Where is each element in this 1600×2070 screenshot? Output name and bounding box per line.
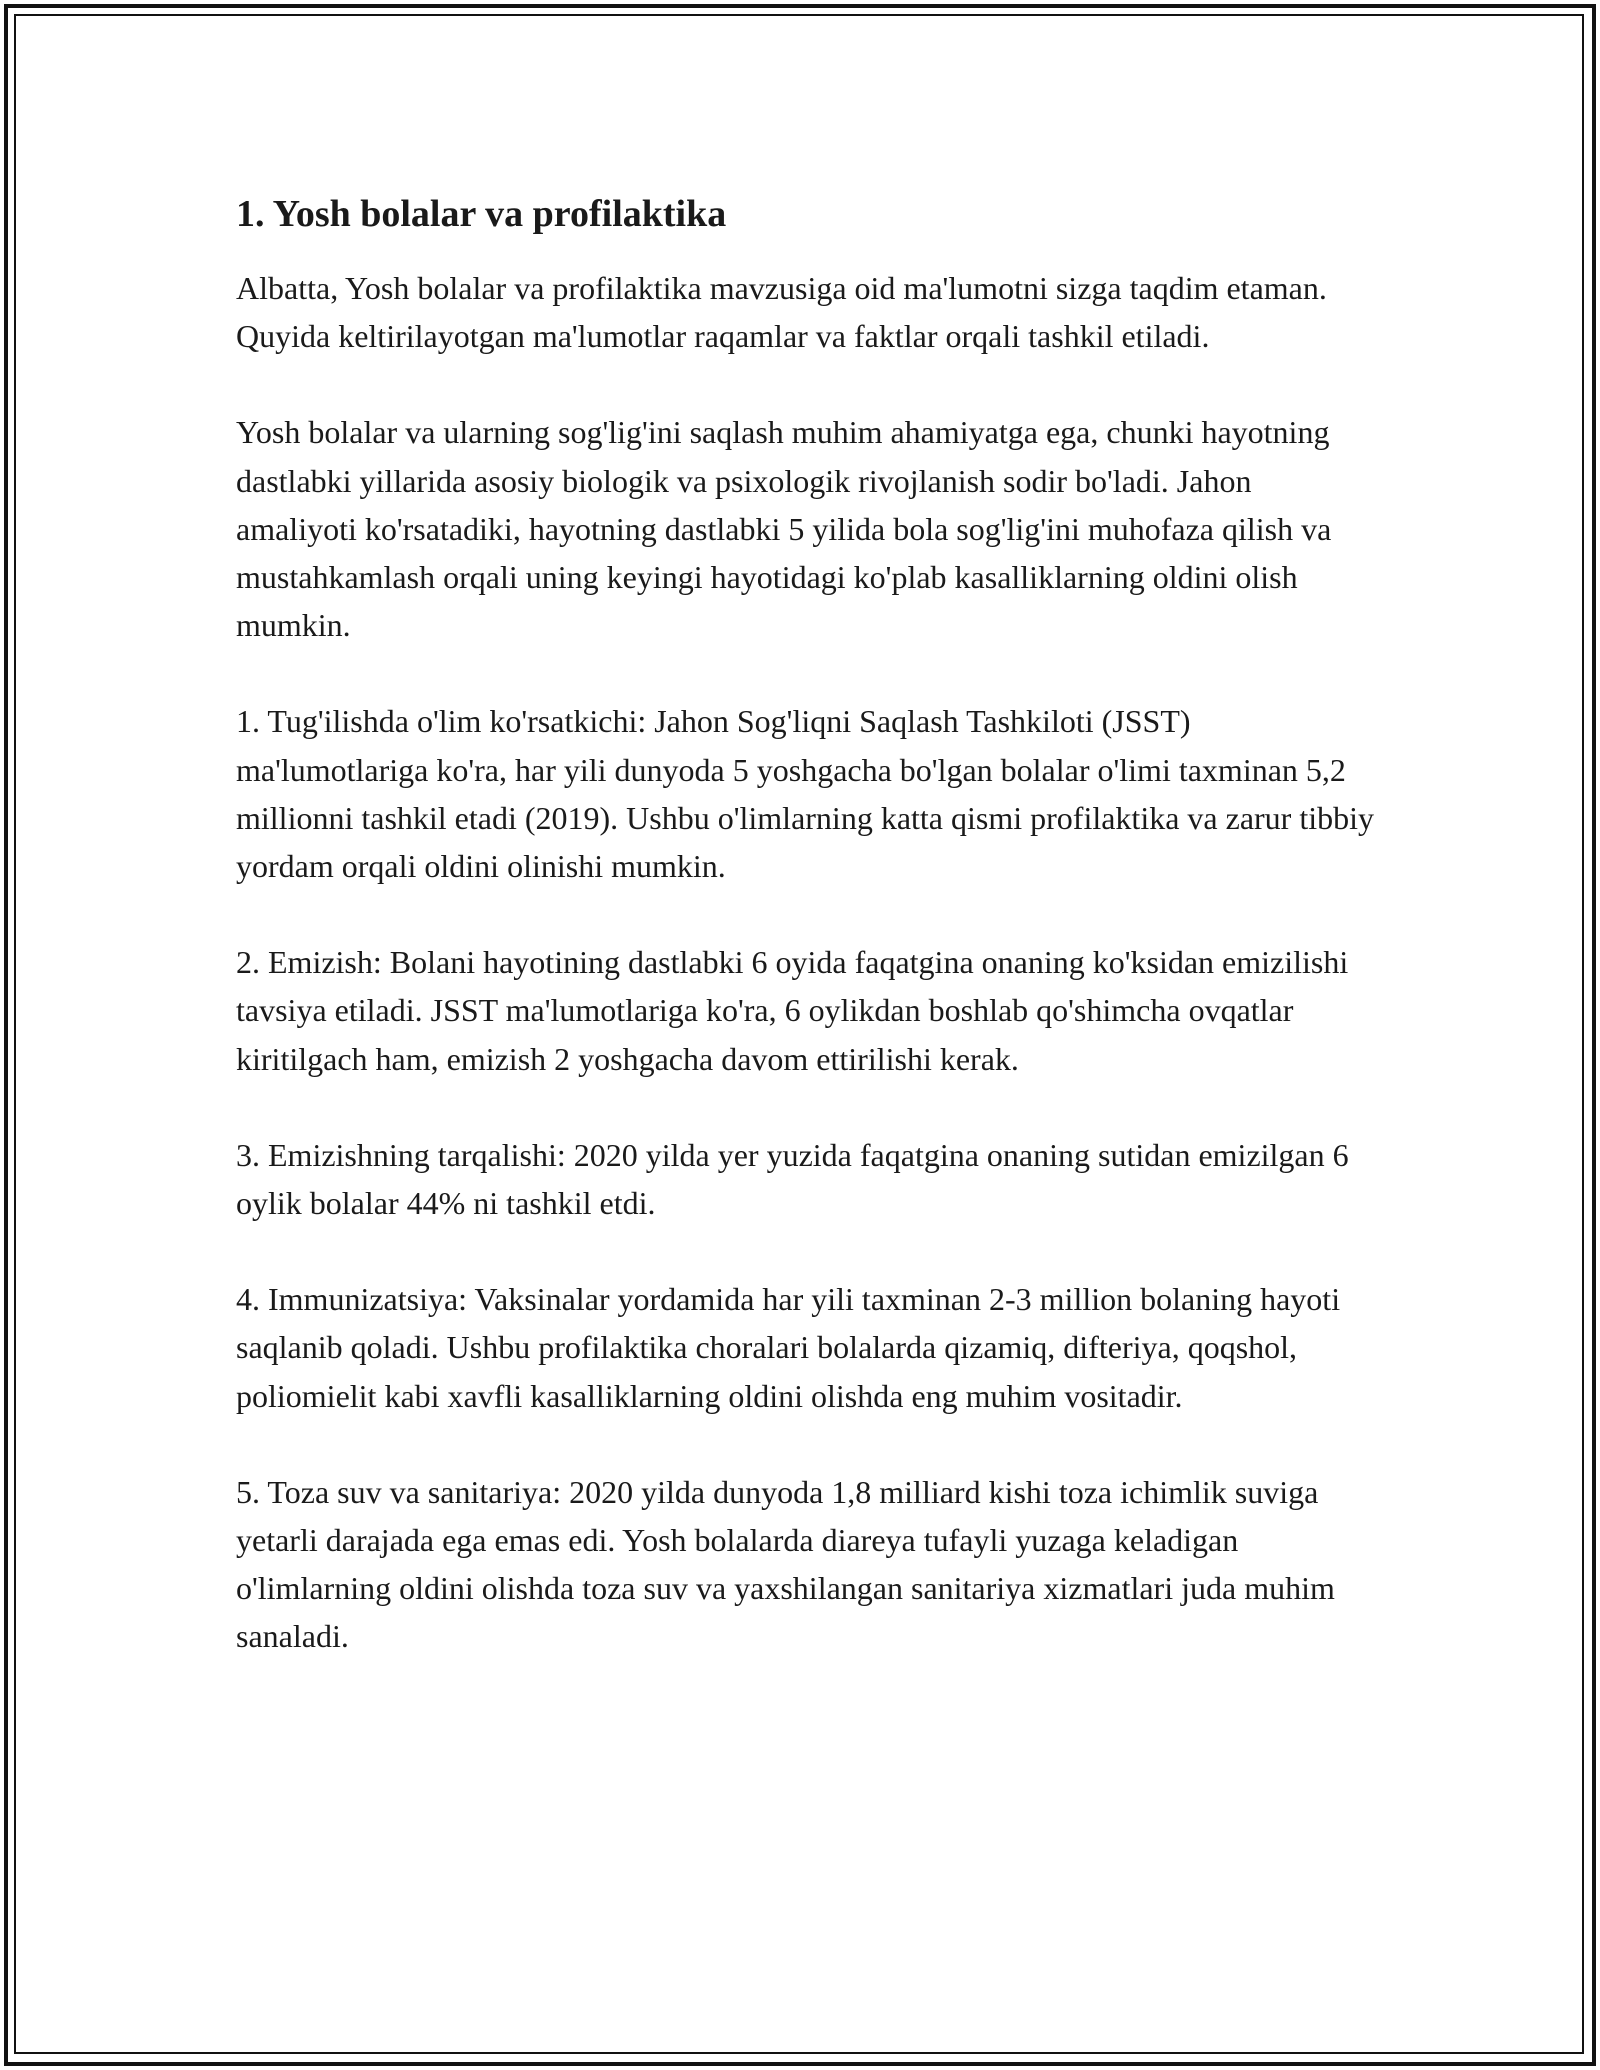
list-item-immunization: 4. Immunizatsiya: Vaksinalar yordamida har yili taxminan 2-3 million bolaning hayoti saqlanib qoladi. Ushbu profilaktika choralari bolalarda qizamiq, difteriya, qoqshol, poliomielit kabi xavfli kasalliklarning oldini olishda eng muhim vositadir. [236, 1281, 1341, 1414]
list-item-breastfeeding-prevalence: 3. Emizishning tarqalishi: 2020 yilda yer yuzida faqatgina onaning sutidan emizilgan 6 oylik bolalar 44% ni tashkil etdi. [236, 1136, 1349, 1222]
intro-paragraph: Albatta, Yosh bolalar va profilaktika mavzusiga oid ma'lumotni sizga taqdim etaman. Quyida keltirilayotgan ma'lumotlar raqamlar va faktlar orqali tashkil etiladi. [236, 270, 1327, 355]
document-body [236, 186, 1376, 1709]
list-item-breastfeeding: 2. Emizish: Bolani hayotining dastlabki 6 oyida faqatgina onaning ko'ksidan emizilishi tavsiya etiladi. JSST ma'lumotlariga ko'ra, 6 oylikdan boshlab qo'shimcha ovqatlar kiritilgach ham, emizish 2 yoshgacha davom ettirilishi kerak. [236, 944, 1349, 1077]
list-item-water-sanitation: 5. Toza suv va sanitariya: 2020 yilda dunyoda 1,8 milliard kishi toza ichimlik suviga yetarli darajada ega emas edi. Yosh bolalarda diareya tufayli yuzaga keladigan o'limlarning oldini olishda toza suv va yaxshilangan sanitariya xizmatlari juda muhim sanaladi. [236, 1473, 1335, 1655]
document-title: 1. Yosh bolalar va profilaktika [236, 193, 727, 235]
list-item-mortality: 1. Tug'ilishda o'lim ko'rsatkichi: Jahon Sog'liqni Saqlash Tashkiloti (JSST) ma'lumotlariga ko'ra, har yili dunyoda 5 yoshgacha bo'lgan bolalar o'limi taxminan 5,2 millionni tashkil etadi (2019). Ushbu o'limlarning katta qismi profilaktika va zarur tibbiy yordam orqali oldini olinishi mumkin. [236, 703, 1374, 885]
context-paragraph: Yosh bolalar va ularning sog'lig'ini saqlash muhim ahamiyatga ega, chunki hayotning dastlabki yillarida asosiy biologik va psixologik rivojlanish sodir bo'ladi. Jahon amaliyoti ko'rsatadiki, hayotning dastlabki 5 yilida bola sog'lig'ini muhofaza qilish va mustahkamlash orqali uning keyingi hayotidagi ko'plab kasalliklarning oldini olish mumkin. [236, 414, 1332, 644]
